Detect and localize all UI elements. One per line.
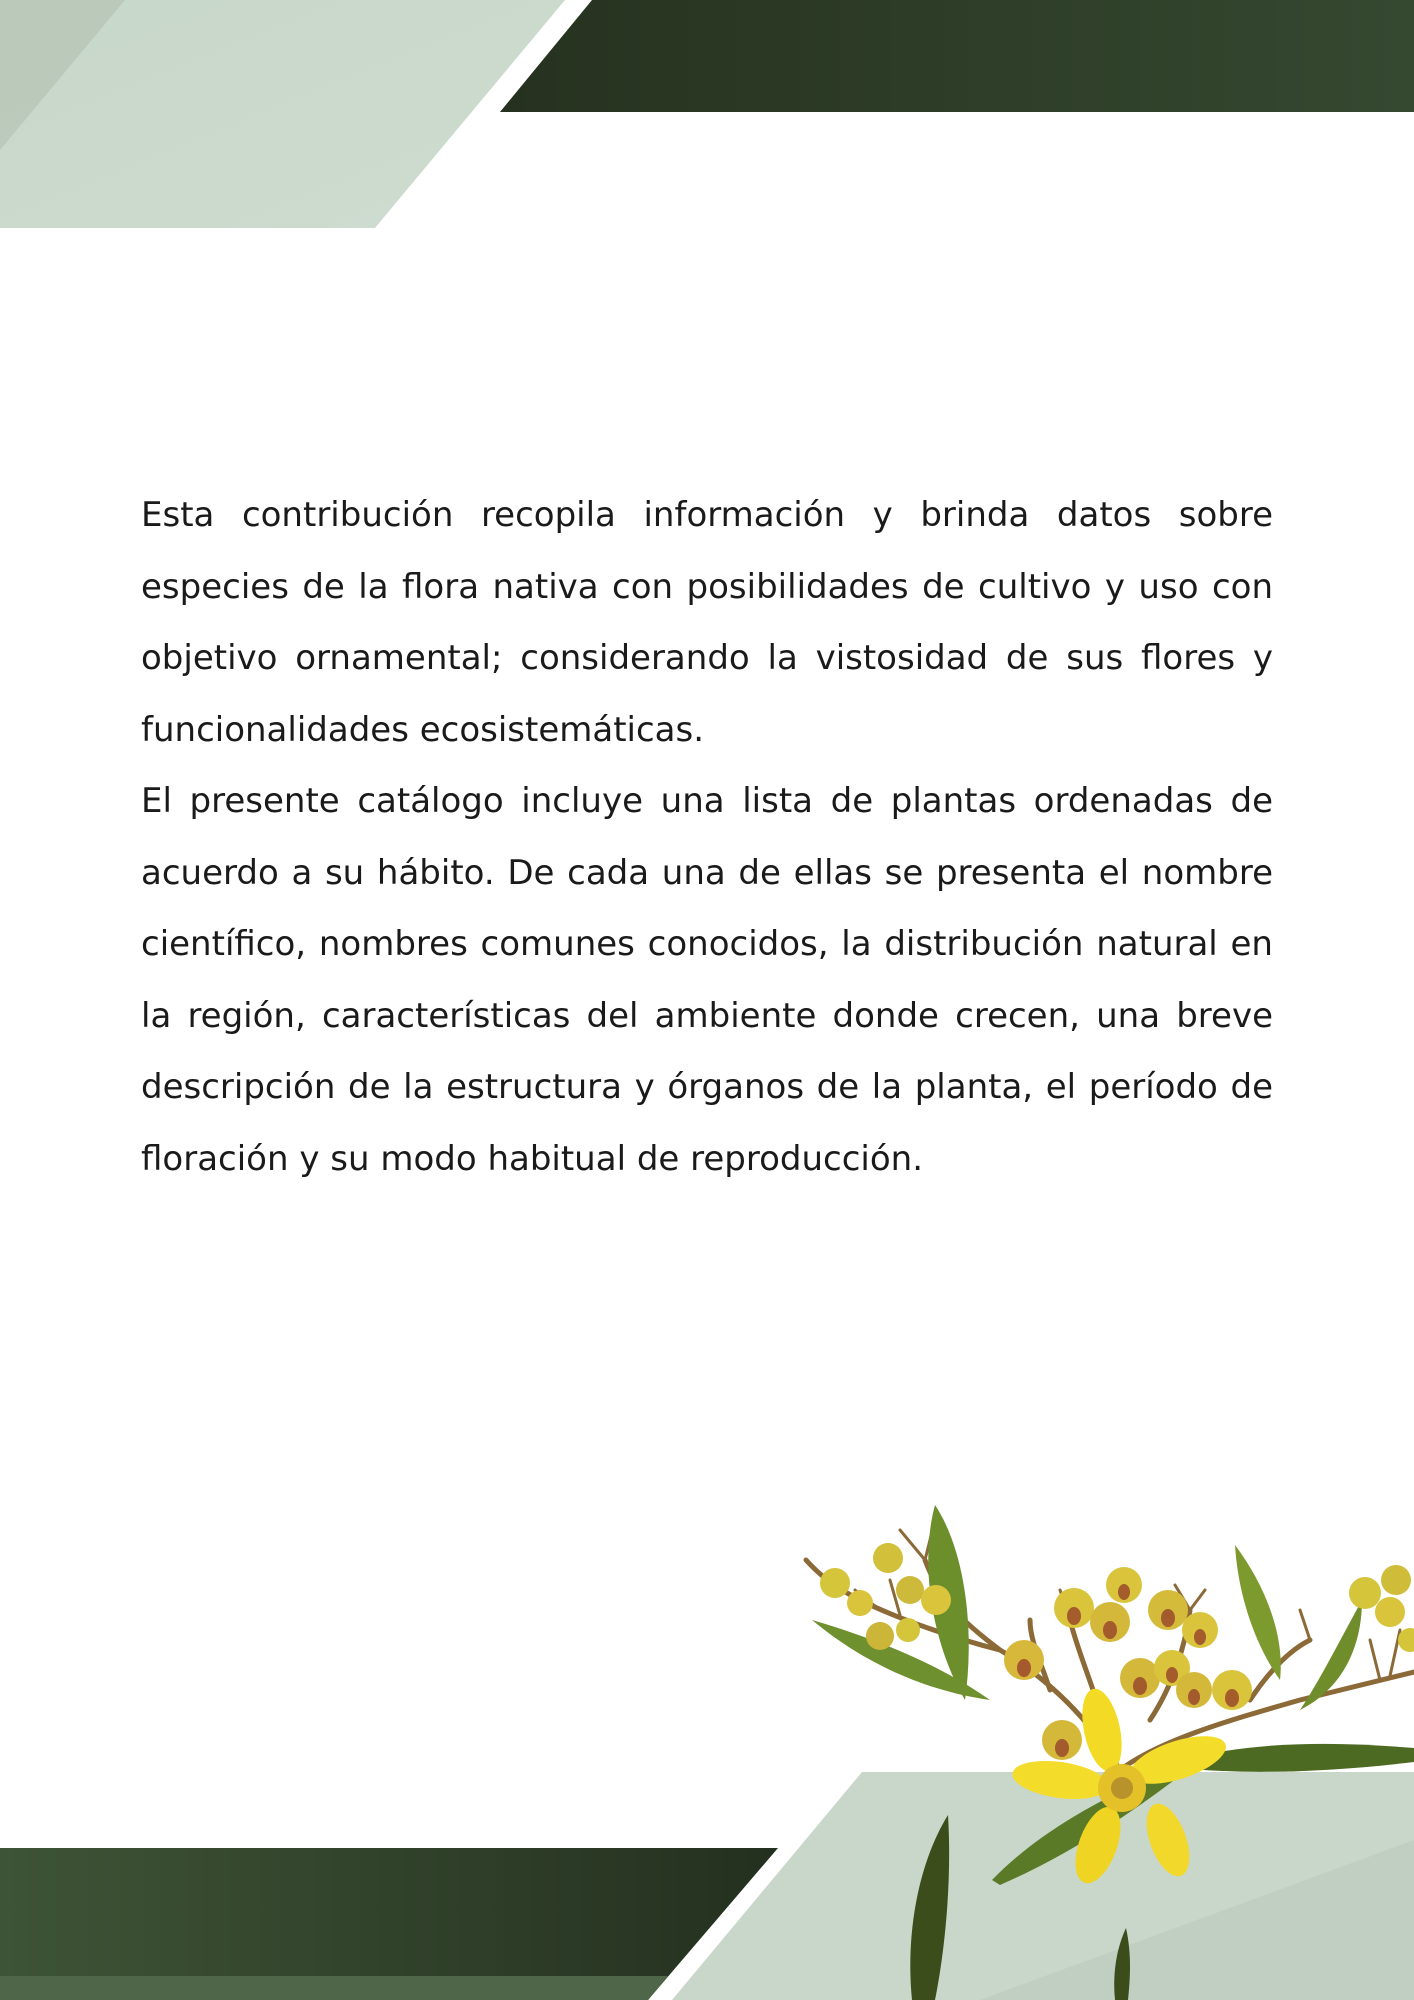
top-dark-band (500, 0, 1414, 112)
bottom-dark-band (0, 1848, 778, 2000)
catalog-description-paragraph: El presente catálogo incluye una lista de plantas ordenadas de acuerdo a su hábito. De cada una de ellas se presenta el nombre científico, nombres comunes conocidos, la distribución natural en la región, características del ambiente donde crecen, una breve descripción de la estructura y órganos de la planta, el período de floración y su modo habitual de reproducción. (141, 781, 1273, 1179)
document-body (141, 480, 1273, 1195)
top-left-sage-shape (0, 0, 565, 228)
intro-paragraph: Esta contribución recopila información y brinda datos sobre especies de la flora nativa con posibilidades de cultivo y uso con objetivo ornamental; considerando la vistosidad de sus flores y funcionalidades ecosistemáticas. (141, 495, 1273, 750)
